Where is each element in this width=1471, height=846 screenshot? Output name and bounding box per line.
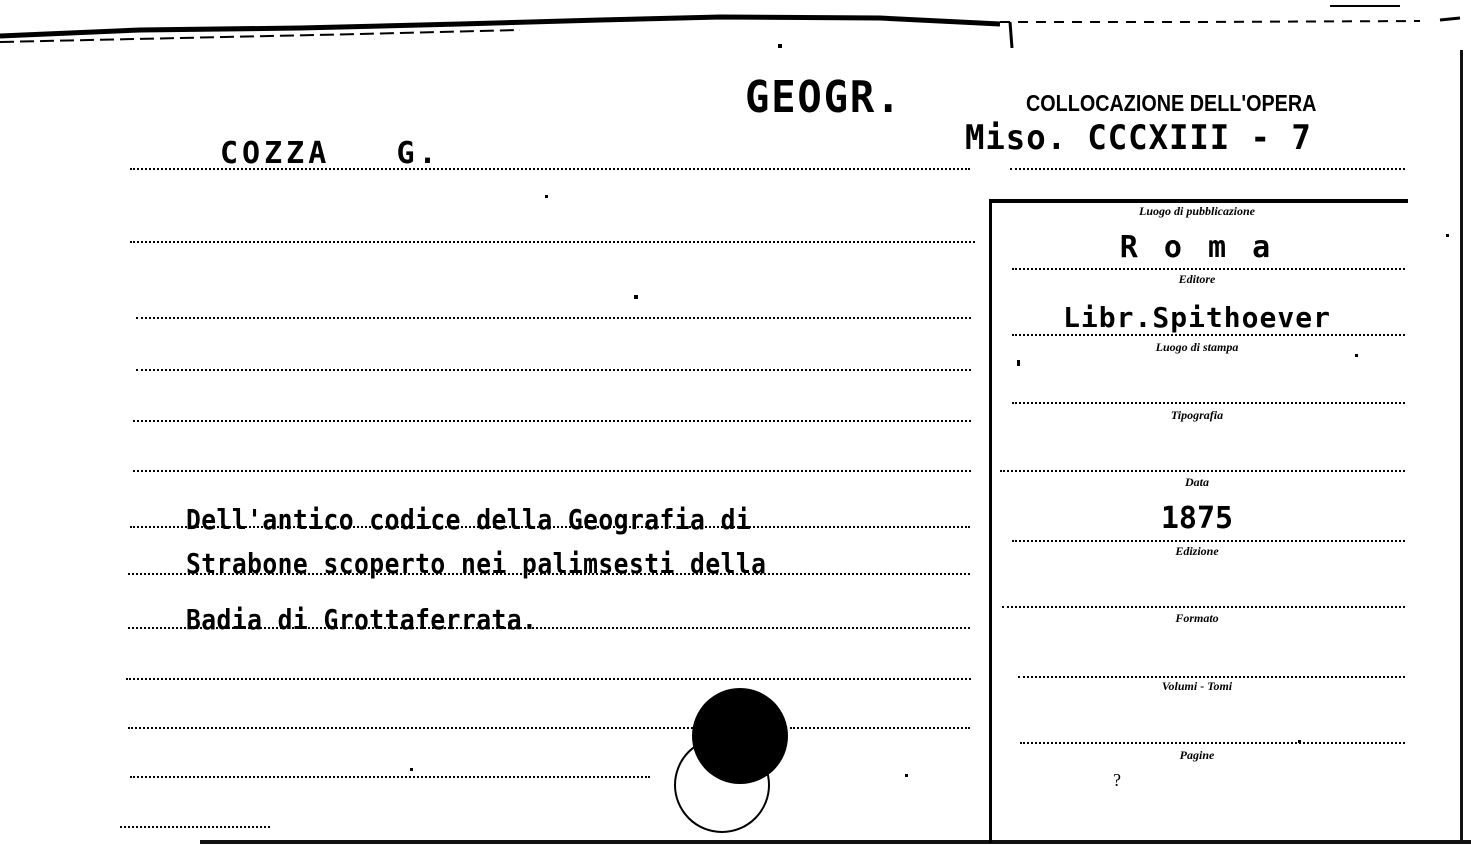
collocazione-label: COLLOCAZIONE DELL'OPERA [1026, 90, 1317, 116]
data-value: 1875 [1160, 501, 1234, 536]
box-line-1 [1012, 268, 1405, 270]
ink-speck [1017, 360, 1020, 366]
volumi-tomi-label: Volumi - Tomi [1161, 679, 1233, 693]
ink-speck [778, 44, 782, 48]
title-line-2: Strabone scoperto nei palimsesti della [186, 547, 767, 580]
blank-line-1 [130, 241, 975, 243]
right-edge-border [1460, 50, 1463, 840]
title-dotted-line-3 [128, 627, 970, 629]
ink-speck [1298, 740, 1301, 743]
box-line-2 [1012, 334, 1405, 336]
ink-speck [1446, 234, 1449, 237]
blank-line-7 [128, 727, 693, 729]
box-line-5 [1012, 540, 1405, 542]
collocazione-value: Miso. CCCXIII - 7 [965, 118, 1312, 158]
author-name: COZZA G. [220, 136, 441, 171]
tipografia-label: Tipografia [1170, 408, 1224, 422]
author-dotted-line [130, 168, 970, 170]
editore-label: Editore [1178, 272, 1216, 286]
punch-hole-ring [674, 737, 770, 833]
box-line-4 [1000, 470, 1405, 472]
blank-line-8 [130, 776, 650, 778]
title-line-3: Badia di Grottaferrata. [186, 603, 538, 636]
box-line-3 [1012, 402, 1405, 404]
ink-speck [634, 295, 638, 299]
edizione-label: Edizione [1175, 544, 1219, 558]
box-line-6 [1002, 606, 1405, 608]
title-dotted-line-2 [128, 573, 970, 575]
luogo-pubblicazione-value: R o m a [1119, 230, 1275, 265]
title-line-1: Dell'antico codice della Geografia di [186, 503, 752, 536]
pagine-label: Pagine [1179, 748, 1215, 762]
torn-top-edge [0, 0, 1471, 48]
ink-speck [905, 774, 908, 777]
formato-label: Formato [1175, 611, 1219, 625]
box-line-8 [1020, 742, 1405, 744]
blank-line-7b [790, 727, 970, 729]
data-label: Data [1185, 475, 1209, 489]
blank-line-5 [133, 470, 971, 472]
section-heading: GEOGR. [745, 72, 903, 123]
blank-line-4 [133, 420, 971, 422]
luogo-stampa-label: Luogo di stampa [1155, 340, 1239, 354]
ink-speck [410, 768, 413, 771]
blank-line-6 [126, 678, 971, 680]
pagine-value: ? [1113, 770, 1121, 790]
ink-speck [1355, 354, 1358, 357]
blank-line-3 [136, 369, 971, 371]
blank-line-2 [136, 317, 971, 319]
box-line-7 [1018, 676, 1405, 678]
editore-value: Libr.Spithoever [1063, 301, 1331, 334]
title-dotted-line-1 [130, 526, 970, 528]
collocazione-dotted-line [1010, 168, 1405, 170]
ink-speck [545, 195, 548, 198]
luogo-pubblicazione-label: Luogo di pubblicazione [1138, 204, 1255, 218]
blank-line-9 [120, 826, 270, 828]
